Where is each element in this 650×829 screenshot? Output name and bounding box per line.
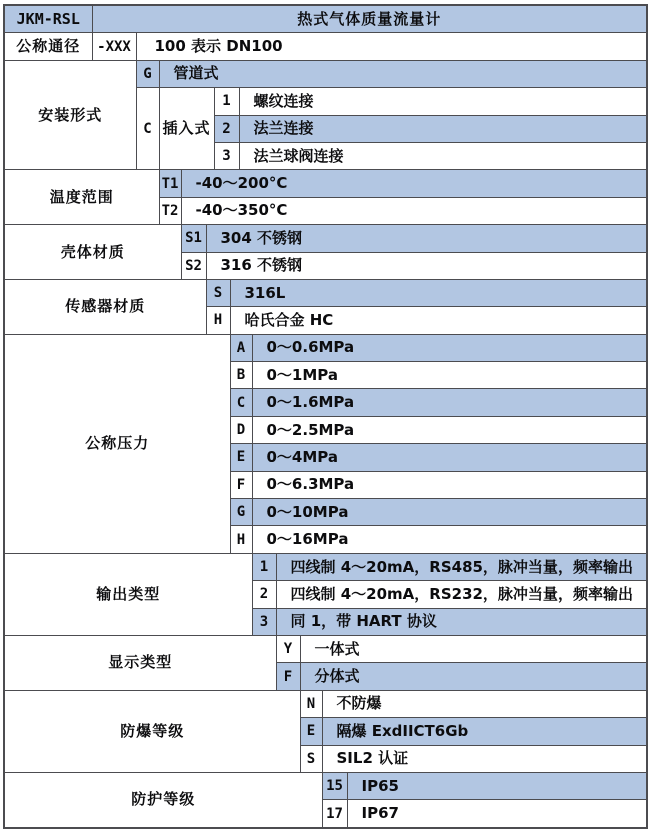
- insertion-option-text: 法兰球阀连接: [239, 142, 647, 169]
- temperature-option-code: T1: [159, 170, 181, 197]
- protection-option-code: 15: [322, 772, 347, 799]
- pressure-option-text: 0～1.6MPa: [252, 389, 647, 416]
- pressure-option-code: B: [230, 362, 252, 389]
- section-label-sensor-material: 传感器材质: [4, 279, 206, 334]
- output-option-code: 1: [252, 553, 276, 580]
- insertion-option-code: 1: [214, 88, 239, 115]
- protection-option-text: IP67: [347, 800, 647, 828]
- pressure-option-text: 0～6.3MPa: [252, 471, 647, 498]
- protection-option-text: IP65: [347, 772, 647, 799]
- pressure-option-code: E: [230, 444, 252, 471]
- sensor-option-code: S: [206, 279, 230, 306]
- section-label-explosion-proof: 防爆等级: [4, 690, 300, 772]
- temperature-option-text: -40～200°C: [181, 170, 647, 197]
- section-label-display: 显示类型: [4, 635, 276, 690]
- sensor-option-text: 哈氏合金 HC: [230, 307, 647, 334]
- diameter-label-cell: 公称通径: [4, 33, 92, 60]
- installation-pipe-text: 管道式: [159, 60, 647, 87]
- model-code-cell: JKM-RSL: [4, 5, 92, 33]
- pressure-option-text: 0～4MPa: [252, 444, 647, 471]
- insertion-option-code: 2: [214, 115, 239, 142]
- sensor-option-text: 316L: [230, 279, 647, 306]
- insertion-option-code: 3: [214, 142, 239, 169]
- shell-option-code: S2: [181, 252, 206, 279]
- pressure-option-text: 0～16MPa: [252, 526, 647, 553]
- shell-option-text: 316 不锈钢: [206, 252, 647, 279]
- section-label-temperature: 温度范围: [4, 170, 159, 225]
- output-option-text: 四线制 4～20mA，RS485，脉冲当量，频率输出: [276, 553, 647, 580]
- pressure-option-code: D: [230, 416, 252, 443]
- output-option-code: 2: [252, 581, 276, 608]
- section-label-installation: 安装形式: [4, 60, 136, 170]
- section-label-pressure: 公称压力: [4, 334, 230, 553]
- protection-option-code: 17: [322, 800, 347, 828]
- insertion-option-text: 法兰连接: [239, 115, 647, 142]
- pressure-option-text: 0～0.6MPa: [252, 334, 647, 361]
- installation-insertion-code: C: [136, 88, 159, 170]
- shell-option-text: 304 不锈钢: [206, 225, 647, 252]
- diameter-code-cell: -XXX: [92, 33, 136, 60]
- temperature-option-code: T2: [159, 197, 181, 224]
- explosion-option-text: 隔爆 ExdIICT6Gb: [322, 718, 647, 745]
- explosion-option-code: N: [300, 690, 322, 717]
- spec-selection-table: [3, 4, 648, 829]
- explosion-option-text: SIL2 认证: [322, 745, 647, 772]
- section-label-protection: 防护等级: [4, 772, 322, 827]
- pressure-option-text: 0～10MPa: [252, 499, 647, 526]
- sensor-option-code: H: [206, 307, 230, 334]
- pressure-option-code: F: [230, 471, 252, 498]
- temperature-option-text: -40～350°C: [181, 197, 647, 224]
- pressure-option-text: 0～2.5MPa: [252, 416, 647, 443]
- installation-insertion-text: 插入式: [159, 88, 214, 170]
- display-option-code: F: [276, 663, 300, 690]
- explosion-option-text: 不防爆: [322, 690, 647, 717]
- section-label-shell-material: 壳体材质: [4, 225, 181, 280]
- product-name-cell: 热式气体质量流量计: [92, 5, 647, 33]
- pressure-option-code: C: [230, 389, 252, 416]
- shell-option-code: S1: [181, 225, 206, 252]
- explosion-option-code: S: [300, 745, 322, 772]
- pressure-option-code: H: [230, 526, 252, 553]
- output-option-text: 四线制 4～20mA，RS232，脉冲当量，频率输出: [276, 581, 647, 608]
- insertion-option-text: 螺纹连接: [239, 88, 647, 115]
- display-option-text: 一体式: [300, 635, 647, 662]
- pressure-option-code: G: [230, 499, 252, 526]
- display-option-text: 分体式: [300, 663, 647, 690]
- diameter-desc-cell: 100 表示 DN100: [136, 33, 647, 60]
- explosion-option-code: E: [300, 718, 322, 745]
- section-label-output: 输出类型: [4, 553, 252, 635]
- pressure-option-text: 0～1MPa: [252, 362, 647, 389]
- installation-pipe-code: G: [136, 60, 159, 87]
- output-option-code: 3: [252, 608, 276, 635]
- pressure-option-code: A: [230, 334, 252, 361]
- output-option-text: 同 1，带 HART 协议: [276, 608, 647, 635]
- display-option-code: Y: [276, 635, 300, 662]
